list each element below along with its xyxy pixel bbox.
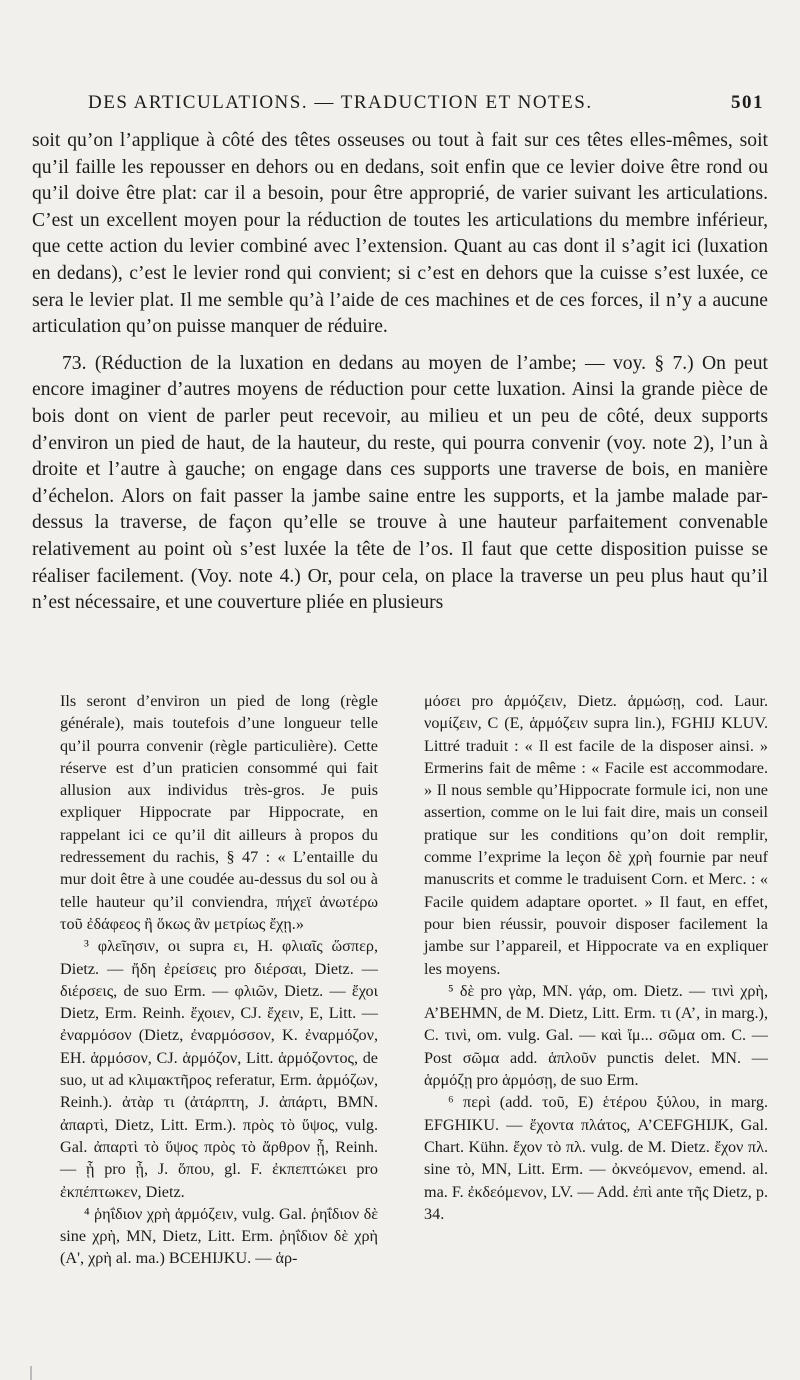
paragraph-73: 73. (Réduction de la luxation en dedans au moyen de l’ambe; — voy. § 7.) On peut encore imaginer d’autres moyens de réduction pour cette luxation. Ainsi la grande pièce de bois dont on vient de parler peut recevoir, au milieu et un peu de côté, deux supports d’environ un pied de haut, de la hauteur, du reste, qui pourra convenir (voy. note 2), l’un à droite et l’autre à gauche; on engage dans ces supports une traverse de bois, en manière d’échelon. Alors on fait passer la jambe saine entre les supports, et la jambe malade par-dessus la traverse, de façon qu’elle se trouve à une hauteur parfaitement convenable relativement au point où s’est luxée la tête de l’os. Il faut que cette disposition puisse se réaliser facilement. (Voy. note 4.) Or, pour cela, on place la traverse un peu plus haut qu’il n’est nécessaire, et une couverture pliée en plusieurs [32, 352, 768, 614]
footnote-2-continuation: Ils seront d’environ un pied de long (règle générale), mais toutefois d’une longueur telle qu’il pourra convenir (règle particulière). Cette réserve est d’un praticien consommé qui fait allusion aux individus très-gros. Je puis expliquer Hippocrate par Hippocrate, en rappelant ici ce qu’il dit ailleurs à propos du redressement du rachis, § 47 : « L’entaille du mur doit être à une coudée au-dessus du sol ou à telle hauteur qu’il conviendra, πήχεϊ ἀνωτέρω τοῦ ἐδάφεος ἢ ὅκως ἂν μετρίως ἔχῃ.» [60, 692, 378, 933]
footnote-5: ⁵ δὲ pro γὰρ, MN. γάρ, om. Dietz. — τινὶ χρὴ, A’BEHMN, de M. Dietz, Litt. Erm. τι (A’, in marg.), C. τινὶ, om. vulg. Gal. — καὶ ἴμ... σῶμα om. C. — Post σῶμα add. ἁπλοῦν punctis delet. MN. — ἁρμόζῃ pro ἁρμόσῃ, de suo Erm. [424, 981, 768, 1090]
footnotes-right-column [424, 690, 768, 1225]
footnote-6: ⁶ περὶ (add. τοῦ, E) ἑτέρου ξύλου, in marg. EFGHIKU. — ἔχοντα πλάτος, A’CEFGHIJK, Gal. Chart. Kühn. ἔχον τὸ πλ. vulg. de M. Dietz. ἔχον πλ. sine τὸ, MN, Litt. Erm. — ὀκνεόμενον, emend. al. ma. F. ἐκδεόμενον, LV. — Add. ἐπὶ ante τῆς Dietz, p. 34. [424, 1093, 768, 1223]
footnote-3: ³ φλεῖησιν, οι supra ει, H. φλιαῖς ὥσπερ, Dietz. — ἤδη ἐρείσεις pro διέρσαι, Dietz. — διέρσεις, de suo Erm. — φλιῶν, Dietz. — ἔχοι Dietz, Erm. Reinh. ἔχοιεν, CJ. ἔχειν, E, Litt. — ἐναρμόσον (Dietz, ἐναρμόσσον, K. ἐναρμόζον, EH. ἁρμόσον, CJ. ἁρμόζον, Litt. ἁρμόζοντος, de suo, ut ad κλιμακτῆρος referatur, Erm. ἁρμόζων, Reinh.). ἀτὰρ τι (ἀτάρπτη, J. ἀπάρτι, BMN. ἀπαρτὶ, Dietz, Litt. Erm.). πρὸς τὸ ὕψος, vulg. Gal. ἀπαρτὶ τὸ ὕψος πρὸς τὸ ἄρθρον ᾖ, Reinh. — ᾗ pro ᾖ, J. ὅπου, gl. F. ἐκπεπτώκει pro ἐκπέπτωκεν, Dietz. [60, 937, 378, 1201]
page-number: 501 [731, 92, 764, 113]
paragraph-continuation: soit qu’on l’applique à côté des têtes osseuses ou tout à fait sur ces têtes elles-mêmes, soit qu’il faille les repousser en dehors ou en dedans, soit enfin que ce levier doive être rond ou qu’il doive être plat: car il a besoin, pour être approprié, de varier suivant les articulations. C’est un excellent moyen pour la réduction de toutes les articulations du membre inférieur, que cette action du levier combiné avec l’extension. Quant au cas dont il s’agit ici (luxation en dedans), c’est le levier rond qui convient; si c’est en dehors que la cuisse s’est luxée, ce sera le levier plat. Il me semble qu’à l’aide de ces machines et de ces forces, il n’y a aucune articulation qu’on puisse manquer de réduire. [32, 130, 768, 338]
page-edge-mark [30, 1366, 32, 1380]
footnote-4-continuation: μόσει pro ἁρμόζειν, Dietz. ἁρμώσῃ, cod. Laur. νομίζειν, C (E, ἁρμόζειν supra lin.), FGHIJ KLUV. Littré traduit : « Il est facile de la disposer ainsi. » Ermerins fait de même : « Facile est accommodare. » Il nous semble qu’Hippocrate formule ici, non une assertion, comme on le lui fait dire, mais un conseil pratique sur les conditions qu’on doit remplir, comme l’exprime la leçon δὲ χρὴ fournie par neuf manuscrits et comme le traduisent Corn. et Merc. : « Facile quidem adaptare oportet. » Il faut, en effet, pour bien réussir, pouvoir disposer facilement la jambe sur l’appareil, et Hippocrate va en expliquer les moyens. [424, 692, 768, 978]
footnotes-left-column [60, 690, 378, 1270]
main-text [32, 128, 768, 617]
running-title: DES ARTICULATIONS. — TRADUCTION ET NOTES. [88, 92, 593, 113]
footnote-4: ⁴ ῥηΐδιον χρὴ ἁρμόζειν, vulg. Gal. ῥηΐδιον δὲ sine χρὴ, MN, Dietz, Litt. Erm. ῥηΐδιον δὲ χρὴ (A', χρὴ al. ma.) BCEHIJKU. — ἁρ- [60, 1204, 378, 1268]
